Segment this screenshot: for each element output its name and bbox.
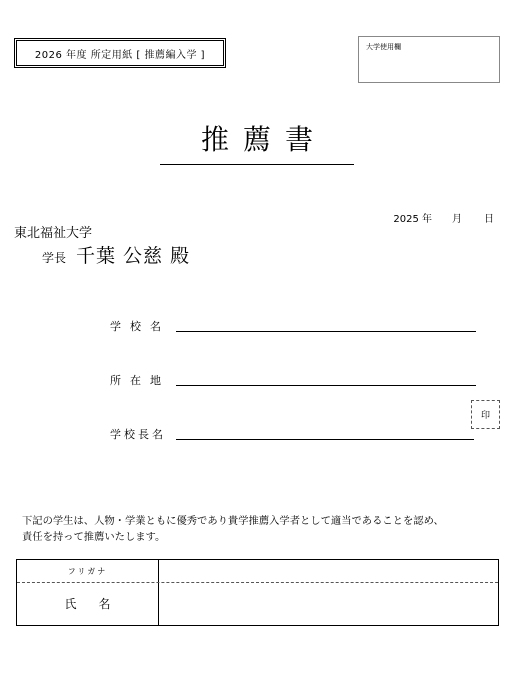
location-label: 所在地 xyxy=(110,374,170,387)
form-type-text: 2026 年度 所定用紙 [ 推薦編入学 ] xyxy=(34,49,206,61)
date-year: 2025 年 xyxy=(393,214,432,225)
date-month: 月 xyxy=(452,214,462,225)
addressee-university: 東北福祉大学 xyxy=(14,226,93,241)
date-day: 日 xyxy=(484,214,494,225)
furigana-label: フリガナ xyxy=(67,566,108,576)
seal-label: 印 xyxy=(480,411,490,421)
student-name-table xyxy=(16,559,499,626)
name-label: 氏名 xyxy=(64,597,133,611)
university-use-label: 大学使用欄 xyxy=(366,43,401,51)
statement-line-1: 下記の学生は、人物・学業ともに優秀であり貴学推薦入学者として適当であることを認め、 xyxy=(22,515,444,527)
form-type-label xyxy=(14,38,226,68)
document-title: 推薦書 xyxy=(200,123,327,156)
name-field[interactable] xyxy=(159,583,498,625)
president-name: 千葉 公慈 殿 xyxy=(76,245,191,267)
location-field[interactable] xyxy=(176,385,476,386)
furigana-field[interactable] xyxy=(159,560,498,582)
addressee-president xyxy=(42,241,190,268)
principal-label: 学校長名 xyxy=(110,428,166,441)
principal-name-field[interactable] xyxy=(176,439,474,440)
title-underline xyxy=(160,164,354,165)
statement-line-2: 責任を持って推薦いたします。 xyxy=(22,531,166,543)
university-use-box xyxy=(358,36,500,83)
seal-box xyxy=(471,400,500,429)
school-name-label: 学校名 xyxy=(110,320,170,333)
recommendation-statement xyxy=(22,513,492,545)
school-name-field[interactable] xyxy=(176,331,476,332)
president-title: 学長 xyxy=(42,251,67,265)
date-row xyxy=(393,210,494,225)
